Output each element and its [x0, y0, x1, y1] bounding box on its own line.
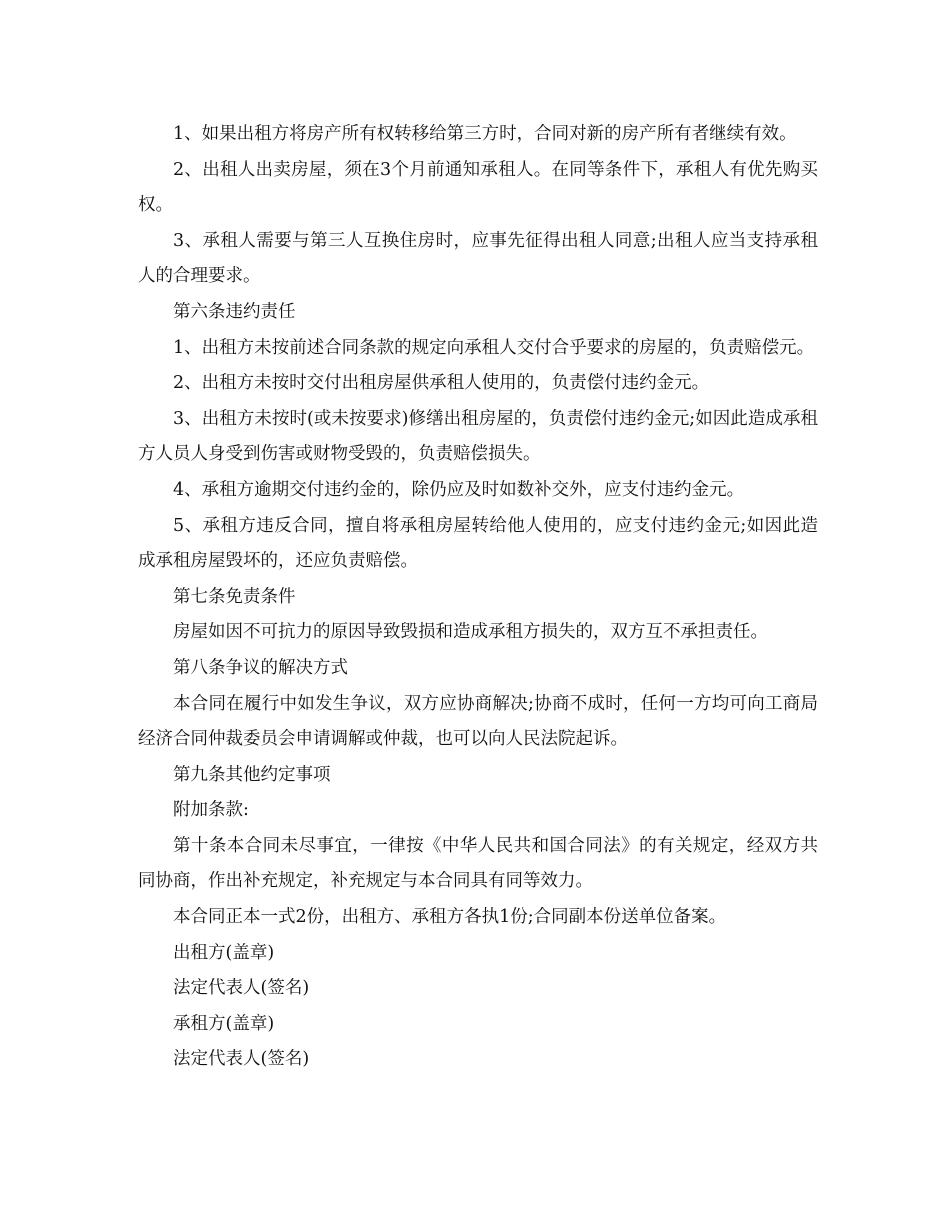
- additional-terms-label: 附加条款:: [173, 800, 249, 821]
- section-ten-text: 第十条本合同未尽事宜，一律按《中华人民共和国合同法》的有关规定，经双方共同协商，作出补充规定，补充规定与本合同具有同等效力。: [138, 835, 818, 892]
- lessee-seal-line: 承租方(盖章): [173, 1013, 275, 1034]
- lessee-representative-line: 法定代表人(签名): [173, 1049, 310, 1070]
- clause-transfer-ownership: 1、如果出租方将房产所有权转移给第三方时，合同对新的房产所有者继续有效。: [173, 124, 797, 144]
- lessor-representative-line: 法定代表人(签名): [173, 978, 310, 999]
- breach-item-5: 5、承租方违反合同，擅自将承租房屋转给他人使用的，应支付违约金元;如因此造成承租房屋毁坏的，还应负责赔偿。: [138, 515, 818, 572]
- clause-sale-notice: 2、出租人出卖房屋，须在3个月前通知承租人。在同等条件下，承租人有优先购买权。: [138, 159, 818, 216]
- section-heading-breach: 第六条违约责任: [173, 301, 296, 322]
- lessor-seal-line: 出租方(盖章): [173, 942, 275, 963]
- dispute-text: 本合同在履行中如发生争议，双方应协商解决;协商不成时，任何一方均可向工商局经济合同仲裁委员会申请调解或仲裁，也可以向人民法院起诉。: [138, 693, 818, 750]
- clause-housing-exchange: 3、承租人需要与第三人互换住房时，应事先征得出租人同意;出租人应当支持承租人的合理要求。: [138, 230, 818, 287]
- section-heading-exemption: 第七条免责条件: [173, 586, 296, 607]
- breach-item-2: 2、出租方未按时交付出租房屋供承租人使用的，负责偿付违约金元。: [173, 373, 710, 394]
- document-body: [138, 117, 818, 1078]
- exemption-text: 房屋如因不可抗力的原因导致毁损和造成承租方损失的，双方互不承担责任。: [173, 622, 768, 643]
- breach-item-1: 1、出租方未按前述合同条款的规定向承租人交付合乎要求的房屋的，负责赔偿元。: [173, 337, 815, 358]
- copies-text: 本合同正本一式2份，出租方、承租方各执1份;合同副本份送单位备案。: [173, 907, 727, 928]
- section-heading-other: 第九条其他约定事项: [173, 764, 331, 785]
- breach-item-4: 4、承租方逾期交付违约金的，除仍应及时如数补交外，应支付违约金元。: [173, 479, 745, 500]
- section-heading-dispute: 第八条争议的解决方式: [173, 657, 348, 678]
- breach-item-3: 3、出租方未按时(或未按要求)修缮出租房屋的，负责偿付违约金元;如因此造成承租方人员人身受到伤害或财物受毁的，负责赔偿损失。: [138, 408, 818, 465]
